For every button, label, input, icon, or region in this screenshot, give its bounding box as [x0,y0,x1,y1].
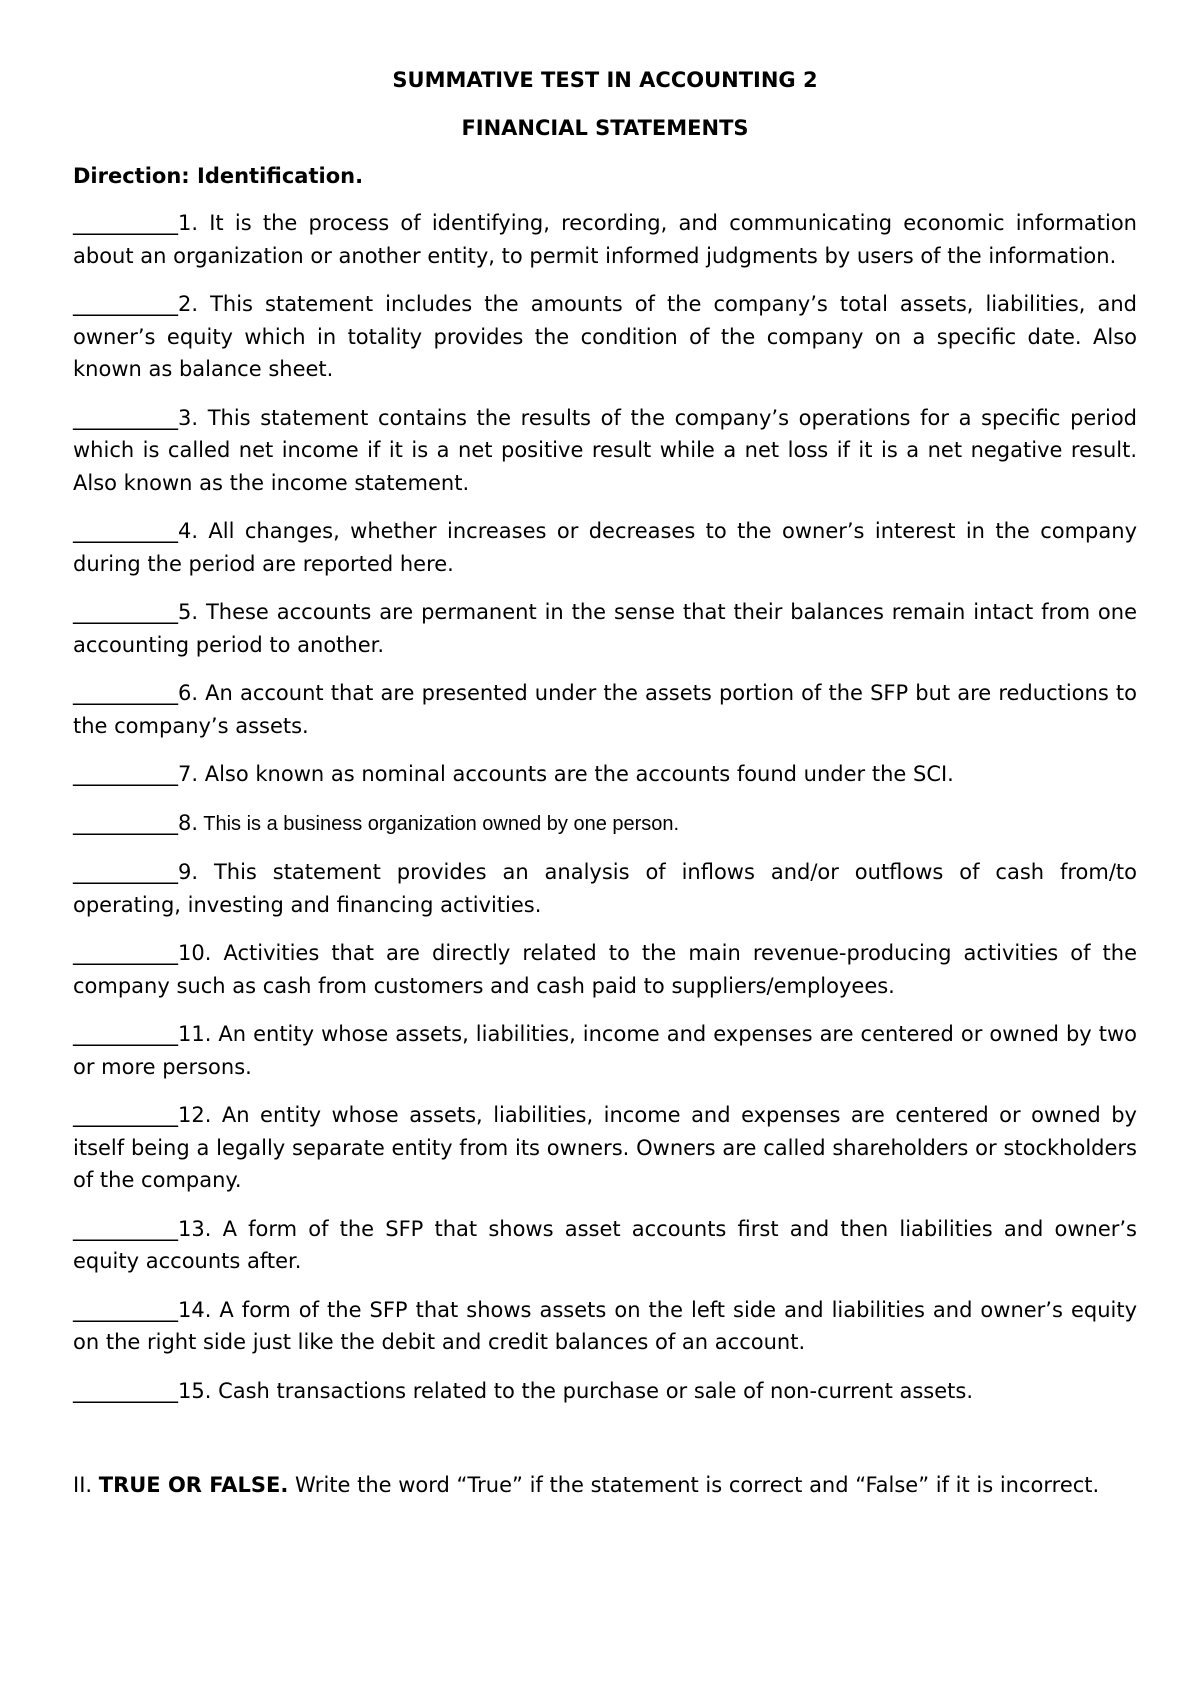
question-text: This statement provides an analysis of inflows and/or outflows of cash from/to operating, investing and financing activities. [73,860,1137,917]
page-subtitle: FINANCIAL STATEMENTS [461,116,749,140]
answer-blank: __________ [73,600,178,624]
question-item [73,515,1137,580]
question-item [73,1018,1137,1083]
question-text: A form of the SFP that shows asset accounts first and then liabilities and owner’s equity accounts after. [73,1216,1137,1273]
question-item [73,288,1137,386]
answer-blank: __________ [73,941,178,965]
question-number: 2. [178,292,199,316]
question-number: 5. [178,600,199,624]
section-two-heading [73,1469,1137,1502]
answer-blank: __________ [73,1216,178,1241]
question-item [73,807,1137,841]
question-number: 9. [178,860,199,884]
question-item [73,677,1137,742]
direction-text: Direction: Identification. [73,164,364,188]
question-text: A form of the SFP that shows assets on the left side and liabilities and owner’s equity on the right side just like the debit and credit balances of an account. [73,1297,1137,1354]
answer-blank: __________ [73,762,178,786]
question-item [73,1375,1137,1408]
page-title: SUMMATIVE TEST IN ACCOUNTING 2 [392,68,818,92]
question-number: 7. [178,762,199,786]
question-number: 6. [178,681,199,705]
question-number: 13. [178,1216,212,1241]
section-title: TRUE OR FALSE. [98,1473,289,1497]
question-number: 15. [178,1378,212,1403]
question-item [73,937,1137,1002]
question-text: This statement includes the amounts of the company’s total assets, liabilities, and owner’s equity which in totality provides the condition of the company on a specific date. Also known as balance sheet. [73,292,1137,381]
answer-blank: __________ [73,1103,178,1127]
answer-blank: __________ [73,681,178,705]
question-text: An entity whose assets, liabilities, income and expenses are centered or owned by itself being a legally separate entity from its owners. Owners are called shareholders or stockholders of the company. [73,1103,1137,1192]
question-number: 3. [178,405,199,430]
question-item [73,1294,1137,1359]
answer-blank: __________ [73,519,178,543]
question-item [73,1099,1137,1197]
question-text: All changes, whether increases or decreases to the owner’s interest in the company during the period are reported here. [73,519,1137,576]
question-text: An entity whose assets, liabilities, income and expenses are centered or owned by two or more persons. [73,1022,1137,1079]
question-number: 11. [178,1022,212,1046]
question-text: Activities that are directly related to the main revenue-producing activities of the company such as cash from customers and cash paid to suppliers/employees. [73,941,1137,998]
question-number: 10. [178,941,212,965]
question-number: 1. [178,211,199,235]
answer-blank: __________ [73,810,178,835]
answer-blank: __________ [73,1378,178,1403]
question-item [73,207,1137,272]
question-number: 12. [178,1103,212,1127]
answer-blank: __________ [73,211,178,235]
question-text: This is a business organization owned by one person. [198,812,680,835]
question-text: It is the process of identifying, recording, and communicating economic information about an organization or another entity, to permit informed judgments by users of the information. [73,211,1137,268]
answer-blank: __________ [73,1022,178,1046]
answer-blank: __________ [73,292,178,316]
question-item [73,856,1137,921]
question-item [73,596,1137,661]
answer-blank: __________ [73,1297,178,1322]
question-text: Cash transactions related to the purchase or sale of non-current assets. [211,1378,974,1403]
question-text: An account that are presented under the assets portion of the SFP but are reductions to the company’s assets. [73,681,1137,738]
answer-blank: __________ [73,405,178,430]
question-item [73,758,1137,791]
answer-blank: __________ [73,860,178,884]
section-numeral: II. [73,1473,99,1497]
question-text: This statement contains the results of the company’s operations for a specific period which is called net income if it is a net positive result while a net loss if it is a net negative result. Also known as the income statement. [73,405,1137,495]
document-page [73,66,1137,1502]
question-text: Also known as nominal accounts are the accounts found under the SCI. [198,762,954,786]
question-item [73,402,1137,500]
question-number: 4. [178,519,199,543]
question-number: 8. [178,810,199,835]
section-instruction: Write the word “True” if the statement is correct and “False” if it is incorrect. [288,1473,1100,1497]
question-item [73,1213,1137,1278]
question-text: These accounts are permanent in the sense that their balances remain intact from one accounting period to another. [73,600,1137,657]
question-number: 14. [178,1297,212,1322]
